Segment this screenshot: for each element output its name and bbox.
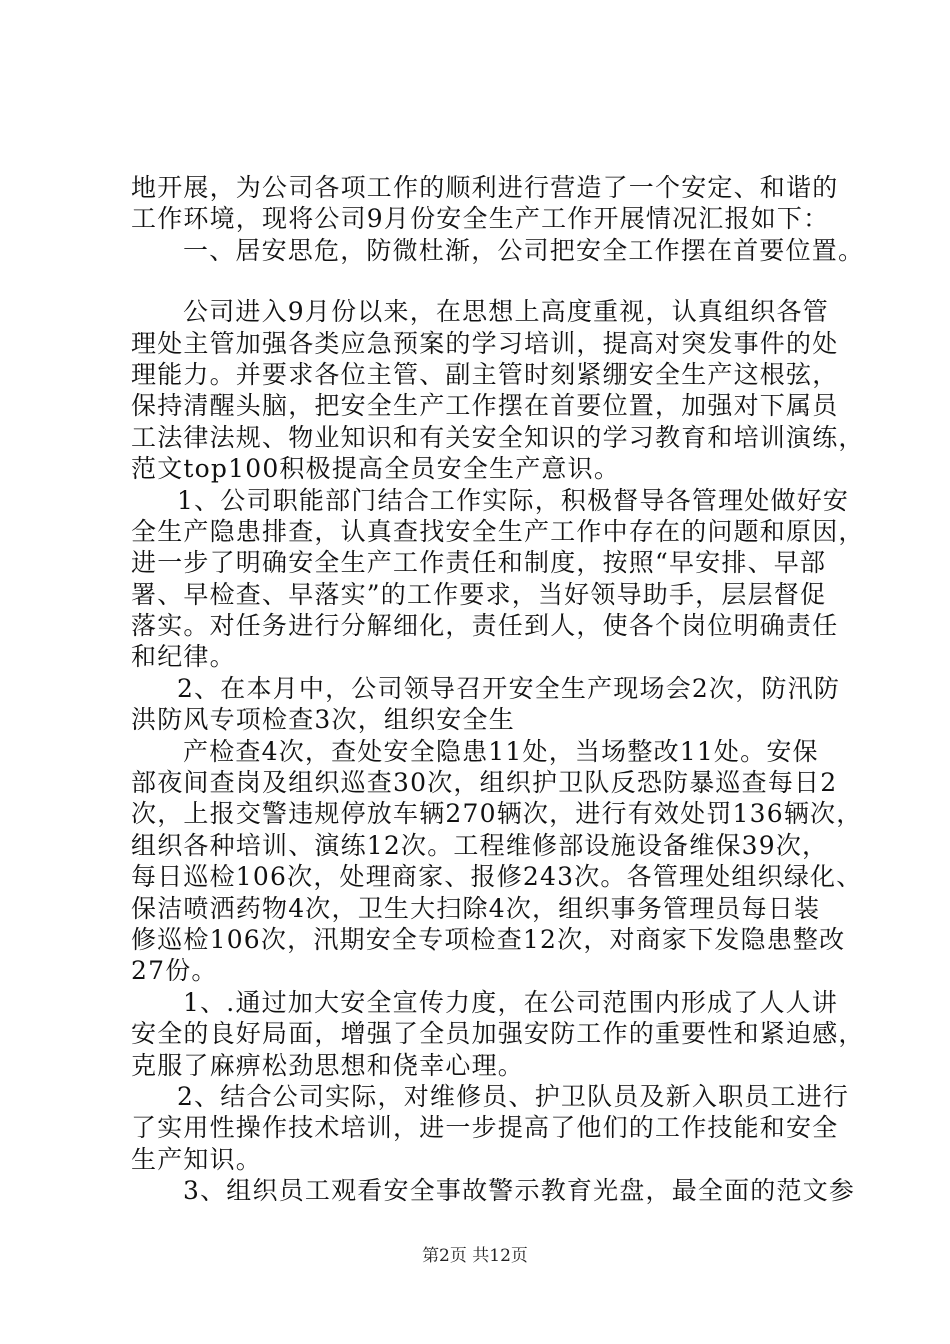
text-line: 范文top100积极提高全员安全生产意识。 — [131, 454, 621, 484]
text-line: 和纪律。 — [131, 642, 236, 672]
text-line: 理能力。并要求各位主管、副主管时刻紧绷安全生产这根弦， — [131, 359, 839, 389]
text-line: 署、早检查、早落实”的工作要求，当好领导助手，层层督促 — [131, 579, 827, 609]
text-line: 工法律法规、物业知识和有关安全知识的学习教育和培训演练， — [131, 422, 865, 452]
text-line: 次，上报交警违规停放车辆270辆次，进行有效处罚136辆次， — [131, 799, 863, 829]
text-line: 理处主管加强各类应急预案的学习培训，提高对突发事件的处 — [131, 328, 839, 358]
text-line: 克服了麻痹松劲思想和侥幸心理。 — [131, 1050, 525, 1080]
text-line: 了实用性操作技术培训，进一步提高了他们的工作技能和安全 — [131, 1113, 839, 1143]
text-line: 部夜间查岗及组织巡查30次，组织护卫队反恐防暴巡查每日2 — [131, 768, 838, 798]
text-line: 2、结合公司实际，对维修员、护卫队员及新入职员工进行 — [177, 1081, 850, 1111]
text-line: 组织各种培训、演练12次。工程维修部设施设备维保39次， — [131, 830, 829, 860]
text-line: 一、居安思危，防微杜渐，公司把安全工作摆在首要位置。 — [183, 235, 865, 265]
text-line: 工作环境，现将公司9月份安全生产工作开展情况汇报如下： — [131, 204, 830, 234]
text-line: 1、公司职能部门结合工作实际，积极督导各管理处做好安 — [177, 485, 850, 515]
page-footer: 第2页 共12页 — [422, 1246, 528, 1266]
text-line: 每日巡检106次，处理商家、报修243次。各管理处组织绿化、 — [131, 862, 863, 892]
text-line: 保持清醒头脑，把安全生产工作摆在首要位置，加强对下属员 — [131, 391, 839, 421]
text-line: 3、组织员工观看安全事故警示教育光盘，最全面的范文参 — [183, 1176, 856, 1206]
text-line: 进一步了明确安全生产工作责任和制度，按照“早安排、早部 — [131, 548, 827, 578]
text-line: 安全的良好局面，增强了全员加强安防工作的重要性和紧迫感， — [131, 1019, 865, 1049]
text-line: 1、.通过加大安全宣传力度，在公司范围内形成了人人讲 — [183, 987, 839, 1017]
paragraph-gap — [131, 266, 841, 296]
document-body — [131, 172, 865, 1207]
text-line: 公司进入9月份以来，在思想上高度重视，认真组织各管 — [183, 297, 829, 327]
text-line: 保洁喷洒药物4次，卫生大扫除4次，组织事务管理员每日装 — [131, 893, 821, 923]
text-line: 生产知识。 — [131, 1144, 263, 1174]
text-line: 2、在本月中，公司领导召开安全生产现场会2次，防汛防 — [177, 673, 841, 703]
text-line: 产检查4次，查处安全隐患11处，当场整改11处。安保 — [183, 736, 819, 766]
text-line: 27份。 — [131, 956, 218, 986]
text-line: 洪防风专项检查3次，组织安全生 — [131, 705, 515, 735]
text-line: 全生产隐患排查，认真查找安全生产工作中存在的问题和原因， — [131, 516, 865, 546]
text-line: 修巡检106次，汛期安全专项检查12次，对商家下发隐患整改 — [131, 924, 846, 954]
text-line: 落实。对任务进行分解细化，责任到人，使各个岗位明确责任 — [131, 611, 839, 641]
text-line: 地开展，为公司各项工作的顺利进行营造了一个安定、和谐的 — [131, 173, 839, 202]
